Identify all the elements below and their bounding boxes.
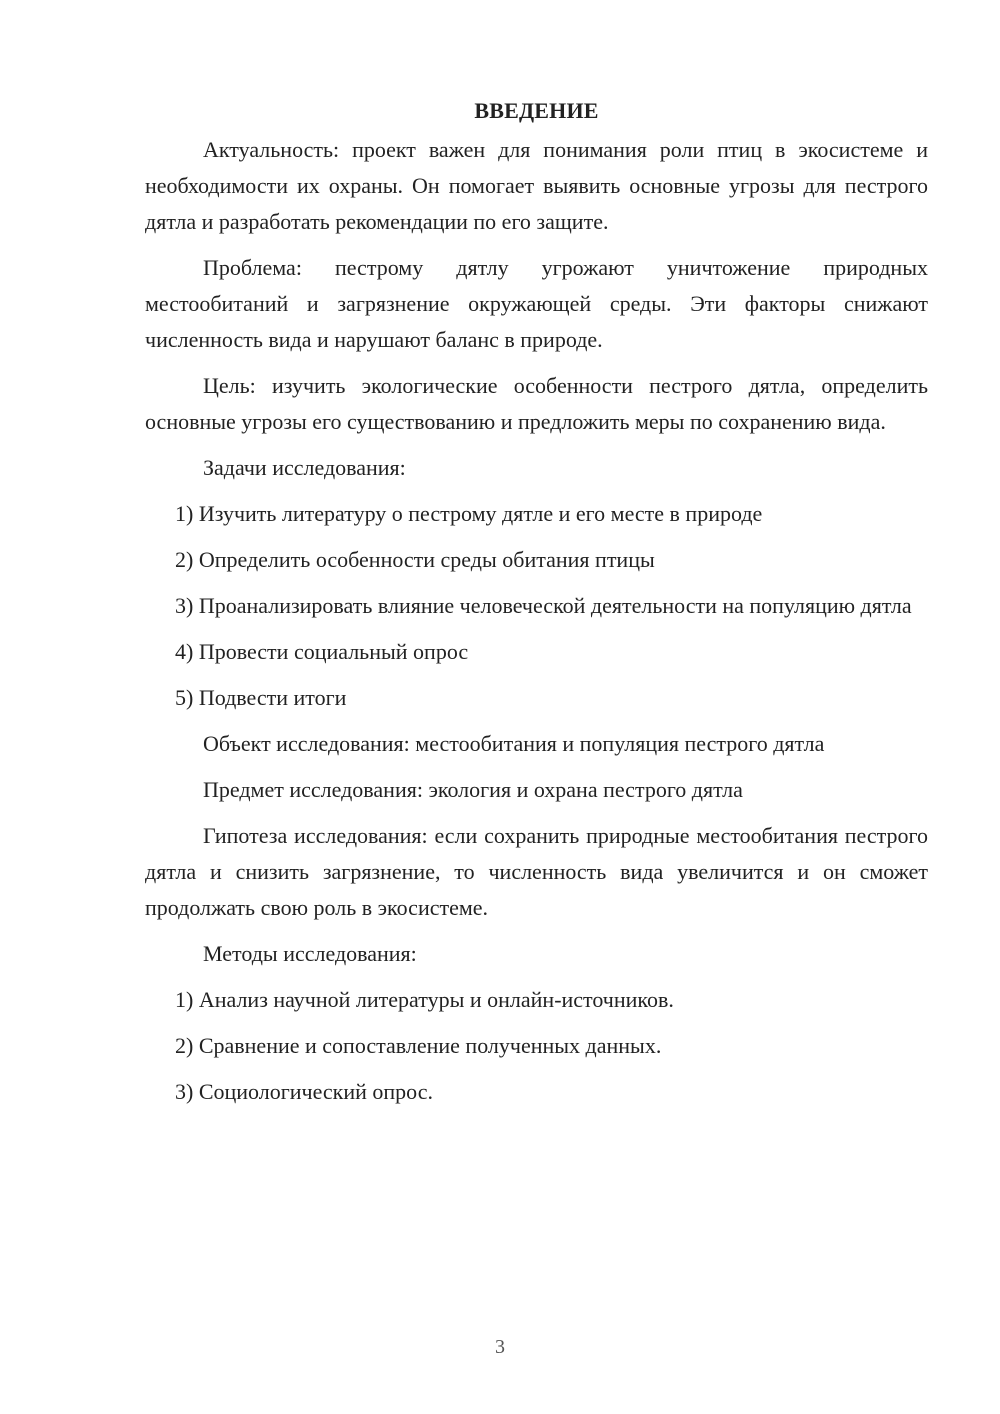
task-item: 2) Определить особенности среды обитания птицы	[175, 547, 655, 572]
problem-paragraph: Проблема: пестрому дятлу угрожают уничтожение природных местообитаний и загрязнение окружающей среды. Эти факторы снижают численность вида и нарушают баланс в природе.	[145, 255, 928, 352]
section-heading: ВВЕДЕНИЕ	[474, 98, 599, 123]
goal-paragraph: Цель: изучить экологические особенности пестрого дятла, определить основные угрозы его существованию и предложить меры по сохранению вида.	[145, 373, 928, 434]
task-item: 5) Подвести итоги	[175, 685, 347, 710]
method-item: 1) Анализ научной литературы и онлайн-источников.	[175, 987, 674, 1012]
methods-title: Методы исследования:	[203, 941, 417, 966]
task-item: 3) Проанализировать влияние человеческой деятельности на популяцию дятла	[175, 593, 912, 618]
method-item: 3) Социологический опрос.	[175, 1079, 433, 1104]
object-paragraph: Объект исследования: местообитания и популяция пестрого дятла	[203, 731, 825, 756]
page-content	[145, 96, 928, 1120]
task-item: 1) Изучить литературу о пестрому дятле и его месте в природе	[175, 501, 763, 526]
tasks-title: Задачи исследования:	[203, 455, 406, 480]
hypothesis-paragraph: Гипотеза исследования: если сохранить природные местообитания пестрого дятла и снизить загрязнение, то численность вида увеличится и он сможет продолжать свою роль в экосистеме.	[145, 823, 928, 920]
subject-paragraph: Предмет исследования: экология и охрана пестрого дятла	[203, 777, 743, 802]
page-number: 3	[495, 1336, 505, 1358]
relevance-paragraph: Актуальность: проект важен для понимания роли птиц в экосистеме и необходимости их охраны. Он помогает выявить основные угрозы для пестрого дятла и разработать рекомендации по его защите.	[145, 137, 928, 234]
method-item: 2) Сравнение и сопоставление полученных данных.	[175, 1033, 662, 1058]
task-item: 4) Провести социальный опрос	[175, 639, 469, 664]
